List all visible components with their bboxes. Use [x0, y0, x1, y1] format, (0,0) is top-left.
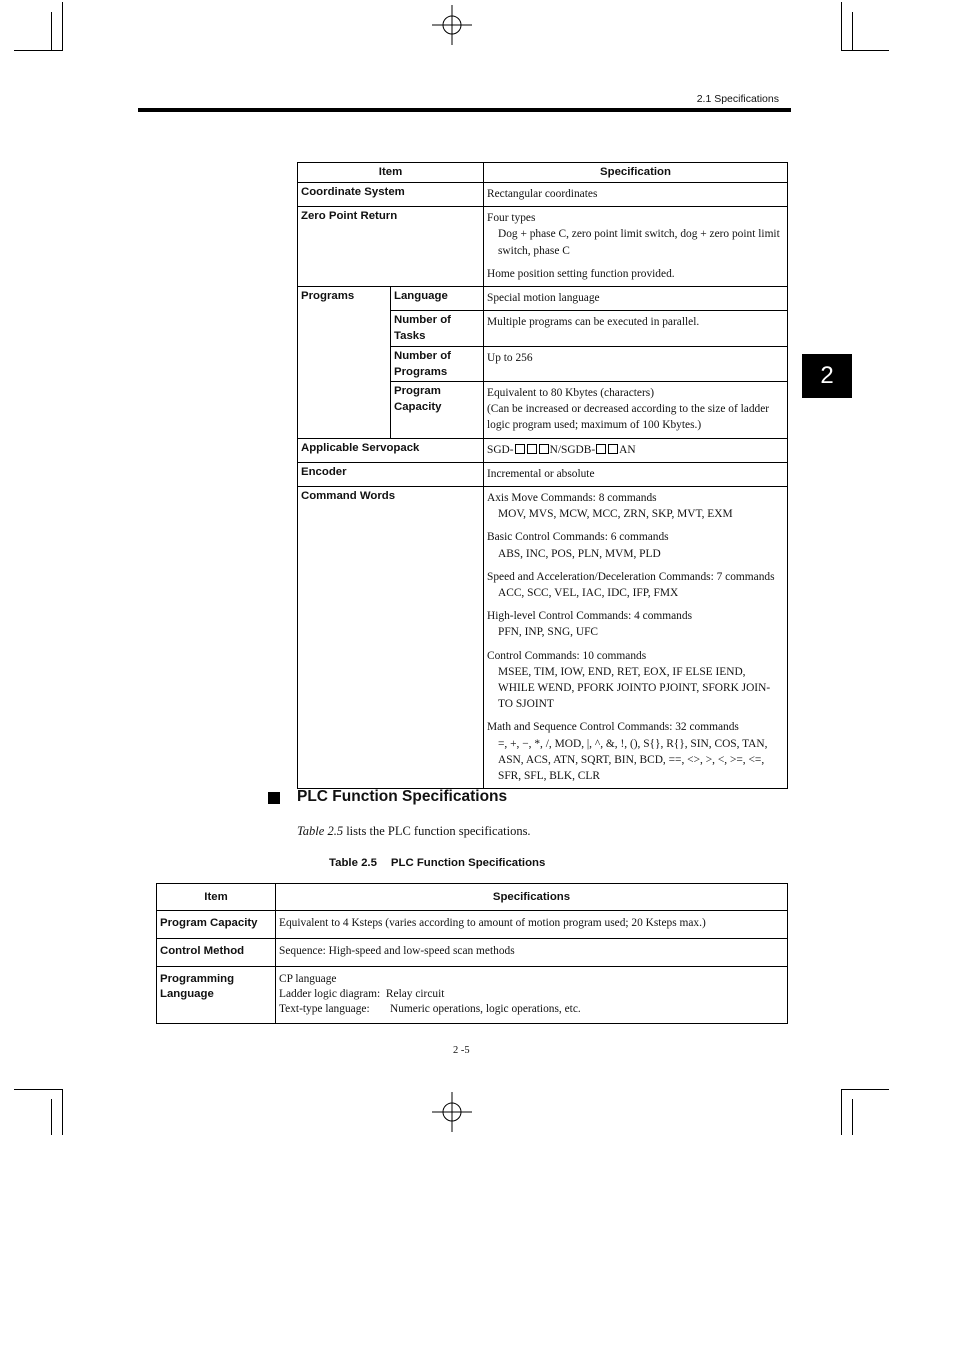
row-value-program-capacity: Equivalent to 4 Ksteps (varies according to amount of motion program used; 20 Ksteps max.)	[276, 911, 788, 939]
table-row	[298, 487, 788, 789]
table-row	[298, 183, 788, 207]
registration-target-top	[432, 5, 472, 45]
cp-language-line: CP language	[279, 973, 337, 985]
command-group-title: High-level Control Commands: 4 commands	[487, 610, 693, 623]
row-label-servopack: Applicable Servopack	[298, 438, 484, 462]
col-header-item: Item	[157, 884, 276, 911]
placeholder-box-icon	[515, 444, 525, 454]
row-label-programs: Programs	[298, 287, 391, 439]
row-value-coordinate: Rectangular coordinates	[484, 183, 788, 207]
row-value-commands	[484, 487, 788, 789]
servopack-middle: N/SGDB-	[549, 443, 596, 456]
command-group	[487, 490, 784, 522]
table-row	[298, 462, 788, 486]
placeholder-box-icon	[527, 444, 537, 454]
capacity-note: (Can be increased or decreased according to the size of ladder logic program used; maximum of 100 Kbytes.)	[487, 403, 770, 432]
row-value-num-programs: Up to 256	[484, 346, 788, 381]
row-label-capacity: Program Capacity	[391, 382, 484, 439]
ladder-key: Ladder logic diagram:	[279, 988, 381, 1000]
motion-spec-table	[297, 162, 788, 789]
command-group-title: Math and Sequence Control Commands: 32 commands	[487, 721, 739, 734]
servopack-prefix: SGD-	[487, 443, 514, 456]
table-caption-title: PLC Function Specifications	[390, 857, 546, 869]
command-group	[487, 719, 784, 784]
row-label-language: Language	[391, 287, 484, 311]
text-type-value: Numeric operations, logic operations, etc.	[390, 1003, 581, 1015]
command-group	[487, 608, 784, 640]
header-rule	[138, 108, 791, 112]
table-row	[298, 287, 788, 311]
table-caption	[329, 857, 545, 869]
ladder-value: Relay circuit	[385, 988, 445, 1000]
table-header-row	[157, 884, 788, 911]
row-value-servopack	[484, 438, 788, 462]
section-bullet-icon	[268, 792, 280, 804]
zero-point-home-note: Home position setting function provided.	[487, 267, 675, 280]
capacity-line: Equivalent to 80 Kbytes (characters)	[487, 387, 654, 400]
command-group-title: Axis Move Commands: 8 commands	[487, 492, 657, 505]
servopack-suffix: AN	[619, 443, 636, 456]
row-label-programming-language: Programming Language	[157, 967, 276, 1024]
chapter-tab: 2	[802, 354, 852, 398]
command-group	[487, 529, 784, 561]
command-group-title: Speed and Acceleration/Deceleration Commands: 7 commands	[487, 570, 775, 583]
command-group	[487, 648, 784, 713]
row-value-control-method: Sequence: High-speed and low-speed scan methods	[276, 939, 788, 967]
command-group-title: Control Commands: 10 commands	[487, 649, 647, 662]
ladder-line	[279, 987, 784, 1002]
command-group-title: Basic Control Commands: 6 commands	[487, 531, 669, 544]
command-group-items: MSEE, TIM, IOW, END, RET, EOX, IF ELSE IEND, WHILE WEND, PFORK JOINTO PJOINT, SFORK JOIN-TO SJOINT	[498, 665, 771, 711]
page-number: 2 -5	[453, 1045, 470, 1056]
table-row	[157, 911, 788, 939]
section-intro	[297, 824, 531, 839]
row-value-encoder: Incremental or absolute	[484, 462, 788, 486]
row-label-zero-point: Zero Point Return	[298, 207, 484, 287]
intro-text: lists the PLC function specifications.	[343, 824, 531, 838]
plc-spec-table	[156, 883, 788, 1024]
table-header-row	[298, 163, 788, 183]
table-row	[157, 967, 788, 1024]
text-type-key: Text-type language:	[279, 1003, 370, 1015]
command-group-items: ABS, INC, POS, PLN, MVM, PLD	[498, 547, 661, 560]
row-value-language: Special motion language	[484, 287, 788, 311]
table-row	[157, 939, 788, 967]
registration-target-bottom	[432, 1092, 472, 1132]
col-header-spec: Specification	[484, 163, 788, 183]
row-label-num-programs: Number of Programs	[391, 346, 484, 381]
placeholder-box-icon	[539, 444, 549, 454]
col-header-item: Item	[298, 163, 484, 183]
command-group	[487, 569, 784, 601]
command-group-items: MOV, MVS, MCW, MCC, ZRN, SKP, MVT, EXM	[498, 508, 733, 521]
row-value-capacity	[484, 382, 788, 439]
row-label-commands: Command Words	[298, 487, 484, 789]
row-value-zero-point	[484, 207, 788, 287]
zero-point-types: Four types	[487, 212, 536, 225]
table-reference: Table 2.5	[297, 824, 344, 838]
table-caption-number: Table 2.5	[329, 857, 377, 869]
col-header-spec: Specifications	[276, 884, 788, 911]
row-label-program-capacity: Program Capacity	[157, 911, 276, 939]
row-label-encoder: Encoder	[298, 462, 484, 486]
text-type-line	[279, 1002, 784, 1017]
command-group-items: ACC, SCC, VEL, IAC, IDC, IFP, FMX	[498, 587, 679, 600]
row-value-programming-language	[276, 967, 788, 1024]
row-label-tasks: Number of Tasks	[391, 311, 484, 346]
section-title: PLC Function Specifications	[297, 788, 508, 805]
zero-point-type-list: Dog + phase C, zero point limit switch, dog + zero point limit switch, phase C	[498, 228, 780, 257]
row-label-control-method: Control Method	[157, 939, 276, 967]
row-label-coordinate: Coordinate System	[298, 183, 484, 207]
command-group-items: PFN, INP, SNG, UFC	[498, 626, 599, 639]
row-value-tasks: Multiple programs can be executed in parallel.	[484, 311, 788, 346]
table-row	[298, 438, 788, 462]
running-header: 2.1 Specifications	[696, 93, 779, 105]
command-group-items: =, +, −, *, /, MOD, |, ^, &, !, (), S{}, R{}, SIN, COS, TAN, ASN, ACS, ATN, SQRT, BIN, BCD, ==, <>, >, <, >=, <=, SFR, SFL, BLK, CLR	[498, 737, 768, 783]
table-row	[298, 207, 788, 287]
placeholder-box-icon	[608, 444, 618, 454]
placeholder-box-icon	[596, 444, 606, 454]
